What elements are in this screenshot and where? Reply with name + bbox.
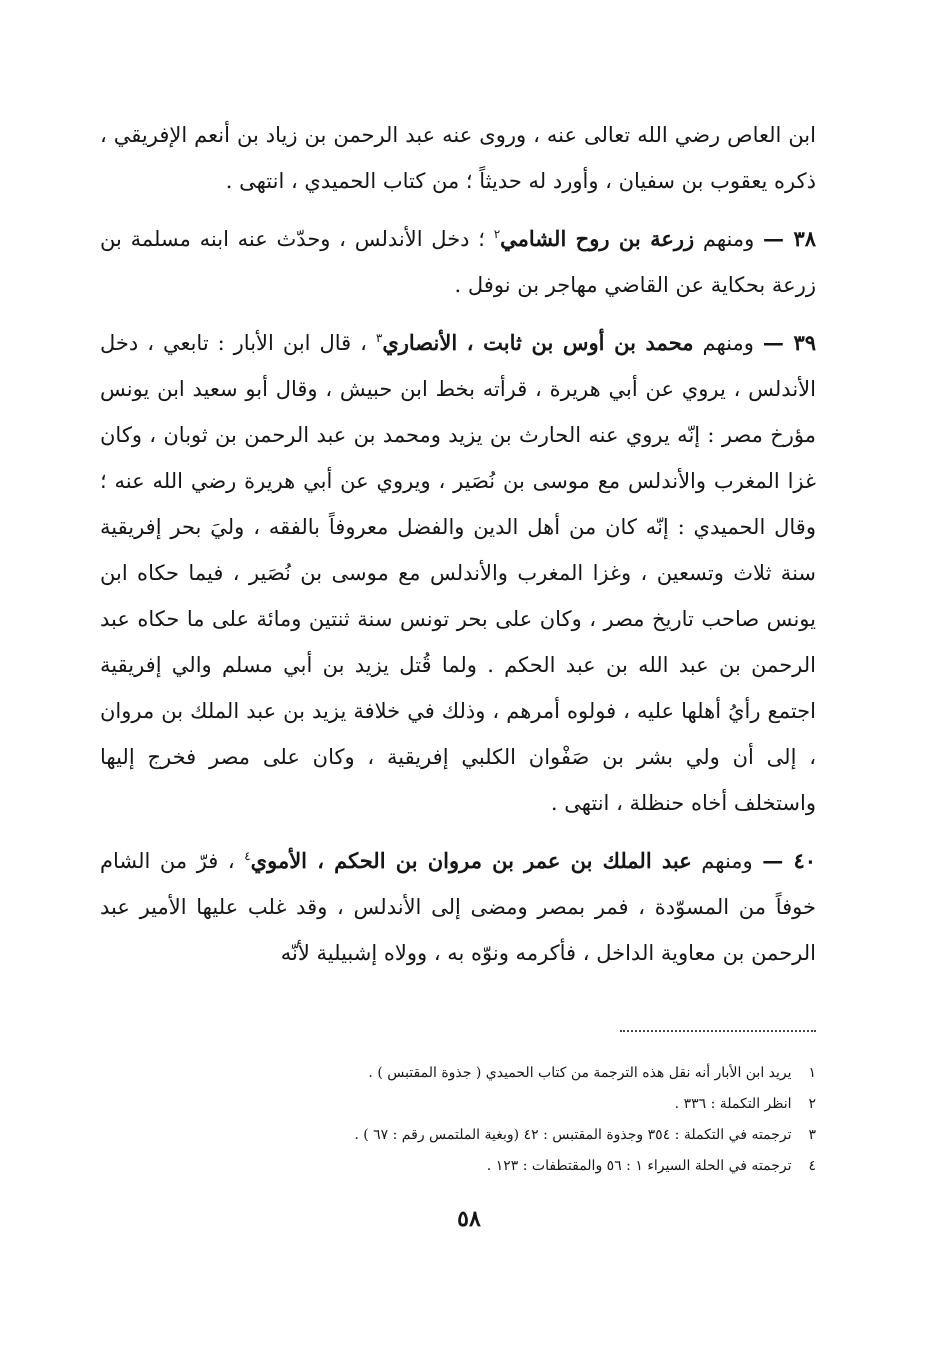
entry-38 (100, 216, 816, 308)
main-text (100, 112, 816, 976)
paragraph-text: ابن العاص رضي الله تعالى عنه ، وروى عنه عبد الرحمن بن زياد بن أنعم الإفريقي ، ذكره يعقوب بن سفيان ، وأورد له حديثاً ؛ من كتاب الحميدي ، انتهى . (100, 123, 816, 193)
footnotes (216, 1058, 816, 1182)
footnote-divider (620, 1030, 816, 1032)
footnote-ref: ٢ (493, 227, 501, 241)
footnote-1 (216, 1058, 816, 1089)
footnote-2 (216, 1089, 816, 1120)
footnote-4 (216, 1151, 816, 1182)
footnote-number: ١ (808, 1065, 816, 1081)
entry-lead: ومنهم (701, 849, 753, 873)
entry-text: ، قال ابن الأبار : تابعي ، دخل الأندلس ، يروي عن أبي هريرة ، قرأته بخط ابن حبيش ، وقال أبو سعيد ابن يونس مؤرخ مصر : إنّه يروي عنه الحارث بن يزيد ومحمد بن عبد الرحمن بن ثوبان ، وكان غزا المغرب والأندلس مع موسى بن نُصَير ، ويروي عن أبي هريرة رضي الله عنه ؛ وقال الحميدي : إنّه كان من أهل الدين والفضل معروفاً بالفقه ، وليَ بحر إفريقية سنة ثلاث وتسعين ، وغزا المغرب والأندلس مع موسى بن نُصَير ، فيما حكاه ابن يونس صاحب تاريخ مصر ، وكان على بحر تونس سنة ثنتين ومائة على ما حكاه عبد الرحمن بن عبد الله بن عبد الحكم . ولما قُتل يزيد بن أبي مسلم والي إفريقية اجتمع رأيُ أهلها عليه ، فولوه أمرهم ، وذلك في خلافة يزيد بن عبد الملك بن مروان ، إلى أن ولي بشر بن صَفْوان الكلبي إفريقية ، وكان على مصر فخرج إليها واستخلف أخاه حنظلة ، انتهى . (100, 331, 816, 815)
footnote-text: ترجمته في التكملة : ٣٥٤ وجذوة المقتبس : ٤٢ (وبغية الملتمس رقم : ٦٧ ) . (354, 1127, 792, 1143)
footnote-text: يريد ابن الأبار أنه نقل هذه الترجمة من كتاب الحميدي ( جذوة المقتبس ) . (368, 1065, 792, 1081)
footnote-ref: ٤ (244, 849, 251, 863)
footnote-number: ٤ (808, 1158, 816, 1174)
paragraph-continuation (100, 112, 816, 204)
footnote-ref: ٣ (375, 331, 383, 345)
entry-text: ، فرّ من الشام خوفاً من المسوّدة ، فمر بمصر ومضى إلى الأندلس ، وقد غلب عليها الأمير عبد الرحمن بن معاوية الداخل ، فأكرمه ونوّه به ، وولاه إشبيلية لأنّه (100, 849, 816, 965)
footnote-3 (216, 1120, 816, 1151)
entry-lead: ومنهم (702, 331, 754, 355)
entry-name: زرعة بن روح الشامي (500, 226, 695, 251)
footnote-number: ٢ (808, 1096, 816, 1112)
entry-40 (100, 838, 816, 976)
entry-39 (100, 320, 816, 826)
entry-name: محمد بن أوس بن ثابت ، الأنصاري (382, 330, 694, 355)
entry-text: ؛ دخل الأندلس ، وحدّث عنه ابنه مسلمة بن زرعة بحكاية عن القاضي مهاجر بن نوفل . (100, 227, 816, 297)
entry-lead: ومنهم (702, 227, 755, 251)
entry-name: عبد الملك بن عمر بن مروان بن الحكم ، الأموي (250, 848, 692, 873)
entry-number: ٣٨ — (763, 226, 816, 251)
footnote-text: انظر التكملة : ٣٣٦ . (674, 1096, 792, 1112)
footnote-number: ٣ (808, 1127, 816, 1143)
entry-number: ٣٩ — (762, 330, 816, 355)
page-number: ٥٨ (457, 1206, 481, 1232)
footnote-text: ترجمته في الحلة السيراء ١ : ٥٦ والمقتطفات : ١٢٣ . (486, 1158, 792, 1174)
entry-number: ٤٠ — (762, 848, 816, 873)
